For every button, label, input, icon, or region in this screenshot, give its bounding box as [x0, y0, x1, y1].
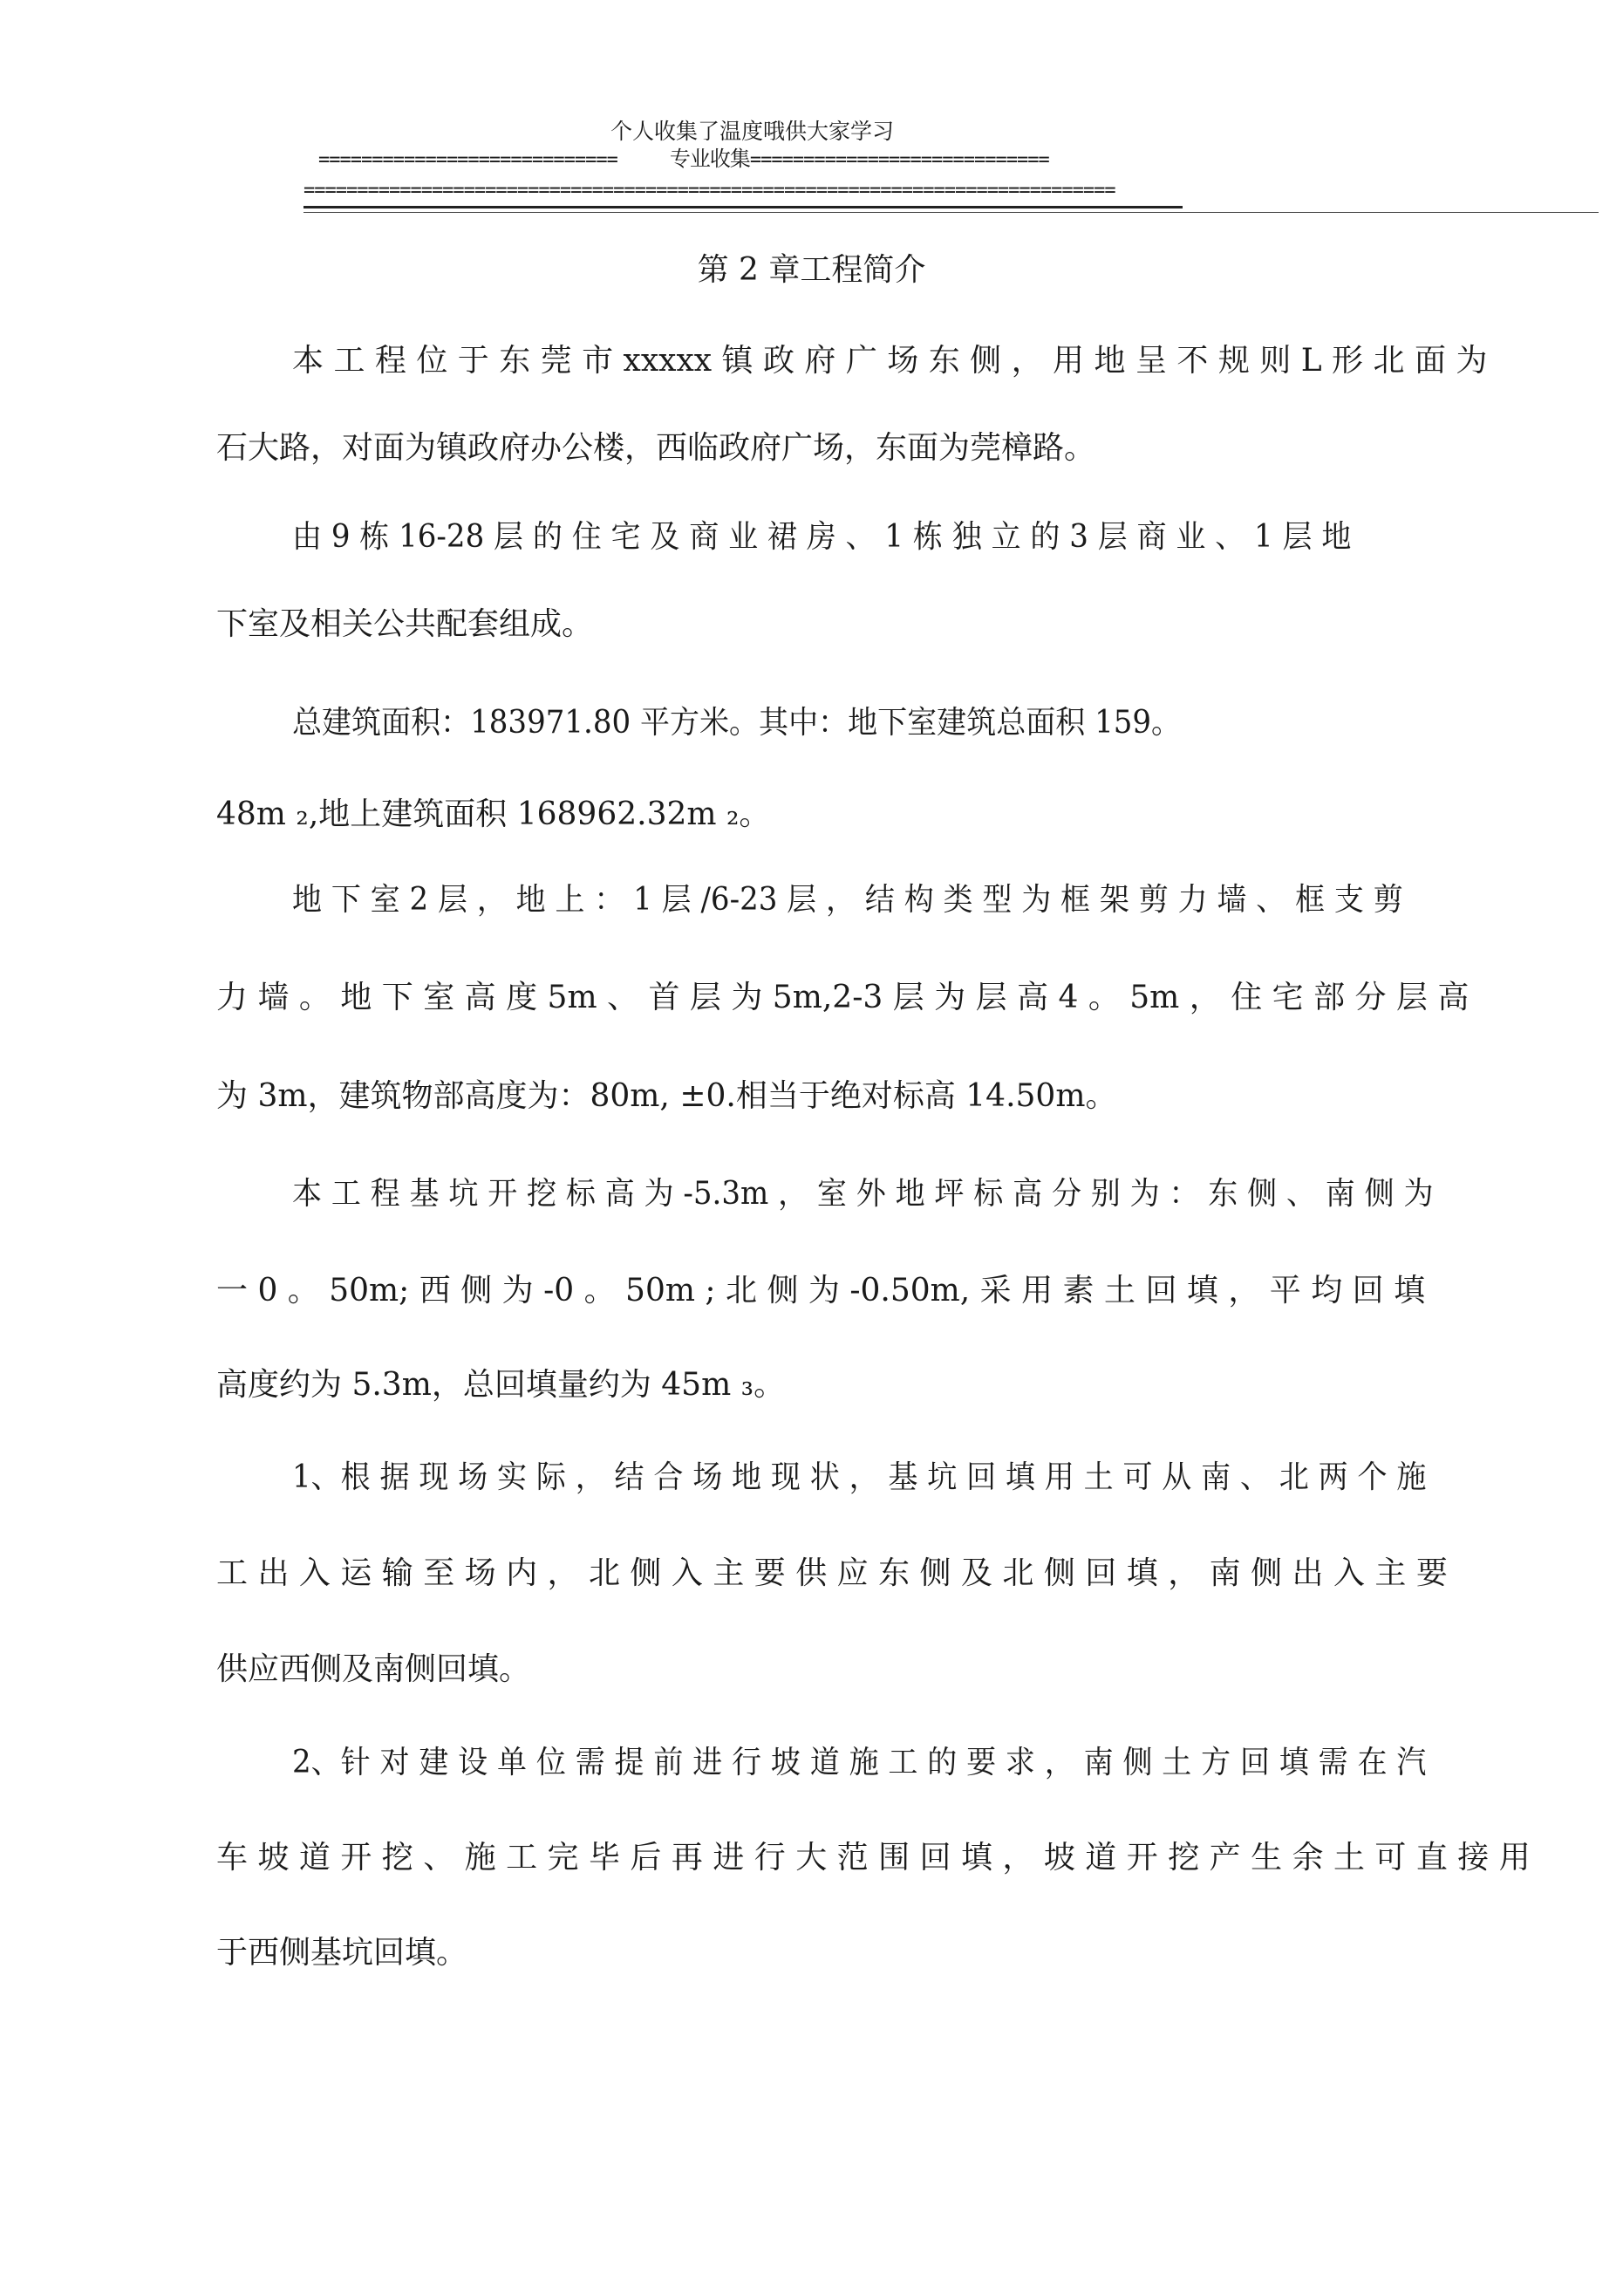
header-subtitle: 专业收集	[669, 147, 750, 171]
header-divider-thin	[303, 212, 1599, 213]
header-title: 个人收集了温度哦供大家学习	[610, 119, 895, 144]
paragraph-5-line-1: 本 工 程 基 坑 开 挖 标 高 为 -5.3m ， 室 外 地 坪 标 高 分 别 为 ： 东 侧 、 南 侧 为	[292, 1176, 1434, 1212]
paragraph-4-line-3: 为 3m，建筑物部高度为：80m, ±0.相当于绝对标高 14.50m。	[216, 1078, 1117, 1114]
header-separator-line	[318, 147, 1049, 173]
chapter-title: 第 2 章工程简介	[697, 252, 926, 288]
paragraph-6-line-1: 1、根 据 现 场 实 际 ， 结 合 场 地 现 状 ， 基 坑 回 填 用 土 可 从 南 、 北 两 个 施	[292, 1459, 1427, 1495]
paragraph-2-line-1: 由 9 栋 16-28 层 的 住 宅 及 商 业 裙 房 、 1 栋 独 立 的 3 层 商 业 、 1 层 地	[292, 519, 1352, 555]
paragraph-3-line-1: 总建筑面积：183971.80 平方米。其中：地下室建筑总面积 159。	[292, 705, 1182, 741]
header-rule-left: ============================	[318, 149, 617, 171]
paragraph-4-line-2: 力 墙 。 地 下 室 高 度 5m 、 首 层 为 5m,2-3 层 为 层 高 4 。 5m ， 住 宅 部 分 层 高	[216, 980, 1470, 1015]
paragraph-5-line-3: 高度约为 5.3m，总回填量约为 45m ₃。	[216, 1367, 786, 1403]
paragraph-5-line-2: 一 0 。 50m; 西 侧 为 -0 。 50m ; 北 侧 为 -0.50m, 采 用 素 土 回 填 ， 平 均 回 填	[216, 1273, 1426, 1309]
paragraph-6-line-3: 供应西侧及南侧回填。	[216, 1651, 531, 1687]
header-divider-thick	[303, 206, 1183, 208]
paragraph-7-line-3: 于西侧基坑回填。	[216, 1935, 468, 1971]
header-rule-full: ============================================================================	[303, 181, 1115, 201]
paragraph-7-line-2: 车 坡 道 开 挖 、 施 工 完 毕 后 再 进 行 大 范 围 回 填 ， 坡 道 开 挖 产 生 余 土 可 直 接 用	[216, 1840, 1531, 1876]
paragraph-3-line-2: 48m ₂,地上建筑面积 168962.32m ₂。	[216, 796, 771, 832]
paragraph-1-line-2: 石大路，对面为镇政府办公楼，西临政府广场，东面为莞樟路。	[216, 430, 1096, 466]
paragraph-7-line-1: 2、针 对 建 设 单 位 需 提 前 进 行 坡 道 施 工 的 要 求 ， 南 侧 土 方 回 填 需 在 汽	[292, 1745, 1427, 1780]
paragraph-2-line-2: 下室及相关公共配套组成。	[216, 606, 594, 642]
header-rule-right: ============================	[749, 149, 1049, 171]
paragraph-6-line-2: 工 出 入 运 输 至 场 内 ， 北 侧 入 主 要 供 应 东 侧 及 北 侧 回 填 ， 南 侧 出 入 主 要	[216, 1555, 1448, 1591]
paragraph-1-line-1: 本 工 程 位 于 东 莞 市 xxxxx 镇 政 府 广 场 东 侧 ， 用 地 呈 不 规 则 L 形 北 面 为	[292, 343, 1488, 379]
paragraph-4-line-1: 地 下 室 2 层 ， 地 上 ： 1 层 /6-23 层 ， 结 构 类 型 为 框 架 剪 力 墙 、 框 支 剪	[292, 882, 1403, 918]
